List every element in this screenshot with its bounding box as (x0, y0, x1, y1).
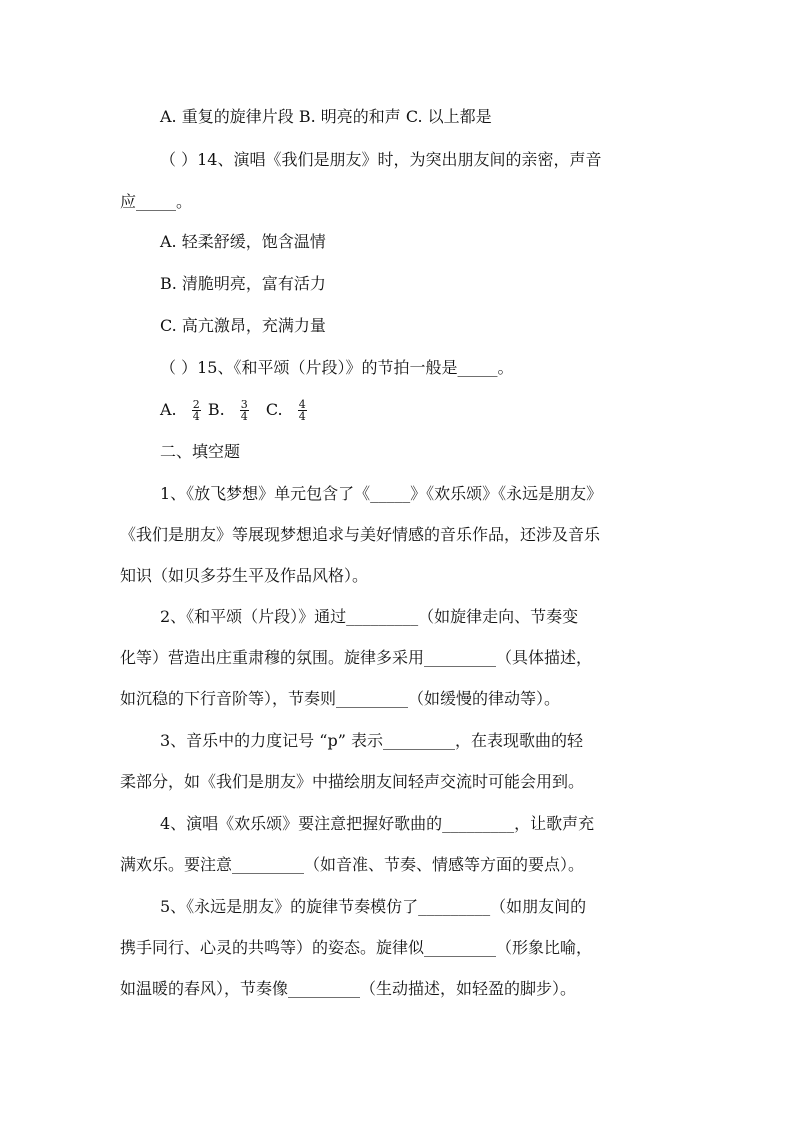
time-signature-3-4: $\frac{3}{4}$ (240, 398, 248, 423)
q14-question-line2: 应_____。 (120, 192, 193, 211)
fill-q5-line1: 5、《永远是朋友》的旋律节奏模仿了_________（如朋友间的 (160, 897, 587, 916)
fill-q4-line2: 满欢乐。要注意_________（如音准、节奏、情感等方面的要点）。 (120, 855, 585, 874)
q15-option-a-label: A. (160, 400, 177, 419)
q15-question: （ ）15、《和平颂（片段）》的节拍一般是_____。 (160, 358, 514, 377)
fill-q3-line1: 3、音乐中的力度记号 “p” 表示_________，在表现歌曲的轻 (160, 731, 583, 750)
section-title-fill-in: 二、填空题 (160, 442, 241, 461)
fill-q5-line2: 携手同行、心灵的共鸣等）的姿态。旋律似_________（形象比喻， (120, 938, 593, 957)
q14-option-c: C. 高亢激昂，充满力量 (160, 316, 326, 335)
fill-q1-line3: 知识（如贝多芬生平及作品风格）。 (120, 566, 369, 585)
time-signature-2-4: $\frac{2}{4}$ (192, 398, 200, 423)
q15-options (160, 398, 309, 422)
fill-q3-line2: 柔部分，如《我们是朋友》中描绘朋友间轻声交流时可能会用到。 (120, 772, 585, 791)
q15-option-c-label: C. (265, 400, 283, 419)
fill-q5-line3: 如温暖的春风），节奏像_________（生动描述，如轻盈的脚步）。 (120, 979, 577, 998)
q13-options: A. 重复的旋律片段 B. 明亮的和声 C. 以上都是 (160, 107, 492, 126)
fill-q1-line2: 《我们是朋友》等展现梦想追求与美好情感的音乐作品，还涉及音乐 (120, 525, 601, 544)
q15-option-b-label: B. (207, 400, 225, 419)
q14-question-line1: （ ）14、演唱《我们是朋友》时，为突出朋友间的亲密，声音 (160, 150, 602, 169)
q14-option-a: A. 轻柔舒缓，饱含温情 (160, 232, 326, 251)
q14-option-b: B. 清脆明亮，富有活力 (160, 274, 326, 293)
fill-q4-line1: 4、演唱《欢乐颂》要注意把握好歌曲的_________，让歌声充 (160, 814, 595, 833)
time-signature-4-4: $\frac{4}{4}$ (298, 398, 306, 423)
fill-q1-line1: 1、《放飞梦想》单元包含了《_____》《欢乐颂》《永远是朋友》 (160, 484, 603, 503)
fill-q2-line3: 如沉稳的下行音阶等），节奏则_________（如缓慢的律动等）。 (120, 689, 561, 708)
fill-q2-line2: 化等）营造出庄重肃穆的氛围。旋律多采用_________（具体描述， (120, 648, 593, 667)
fill-q2-line1: 2、《和平颂（片段）》通过_________（如旋律走向、节奏变 (160, 607, 579, 626)
